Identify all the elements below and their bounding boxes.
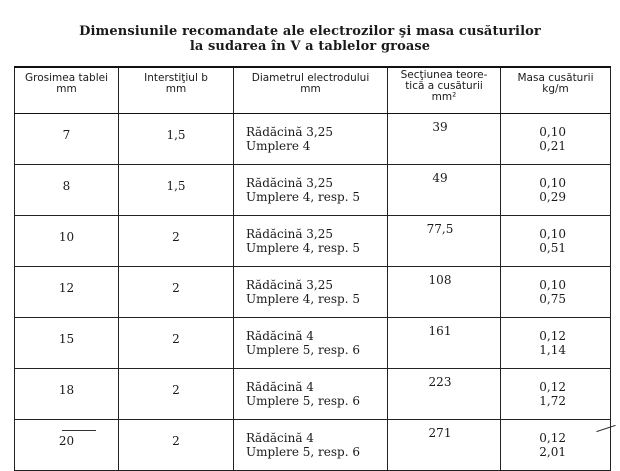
electrode-fill: Umplere 5, resp. 6 bbox=[246, 343, 360, 357]
cell-thickness: 10 bbox=[15, 216, 119, 267]
mass-fill: 0,29 bbox=[539, 190, 566, 204]
cell-section: 39 bbox=[388, 114, 501, 165]
table-row bbox=[15, 369, 611, 420]
electrode-root: Rădăcină 4 bbox=[246, 380, 314, 394]
header-row bbox=[15, 67, 611, 114]
mass-root: 0,12 bbox=[539, 431, 566, 445]
cell-electrode-diameter bbox=[234, 420, 388, 471]
cell-electrode-diameter bbox=[234, 216, 388, 267]
title-line-2: la sudarea în V a tablelor groase bbox=[189, 39, 431, 54]
cell-gap: 2 bbox=[119, 369, 234, 420]
mass-root: 0,10 bbox=[539, 278, 566, 292]
cell-mass bbox=[501, 420, 611, 471]
cell-gap: 2 bbox=[119, 267, 234, 318]
electrode-root: Rădăcină 4 bbox=[246, 329, 314, 343]
cell-section: 161 bbox=[388, 318, 501, 369]
cell-thickness: 15 bbox=[15, 318, 119, 369]
header-section: Secţiunea teore- tică a cusăturii mm² bbox=[388, 67, 501, 114]
cell-electrode-diameter bbox=[234, 267, 388, 318]
electrode-fill: Umplere 4, resp. 5 bbox=[246, 190, 360, 204]
header-electrode-diameter: Diametrul electrodului mm bbox=[234, 67, 388, 114]
cell-thickness: 12 bbox=[15, 267, 119, 318]
cell-gap: 1,5 bbox=[119, 165, 234, 216]
electrode-fill: Umplere 4, resp. 5 bbox=[246, 241, 360, 255]
cell-section: 271 bbox=[388, 420, 501, 471]
cell-gap: 2 bbox=[119, 420, 234, 471]
cell-section: 108 bbox=[388, 267, 501, 318]
cell-gap: 2 bbox=[119, 318, 234, 369]
title-line-1: Dimensiunile recomandate ale electrozilor şi masa cusăturilor bbox=[79, 24, 541, 39]
table-row bbox=[15, 420, 611, 471]
cell-mass bbox=[501, 216, 611, 267]
mass-fill: 0,21 bbox=[539, 139, 566, 153]
electrode-table bbox=[14, 66, 611, 471]
mass-fill: 1,72 bbox=[539, 394, 566, 408]
header-gap: Interstiţiul b mm bbox=[119, 67, 234, 114]
electrode-root: Rădăcină 3,25 bbox=[246, 125, 333, 139]
cell-mass bbox=[501, 267, 611, 318]
table-row bbox=[15, 318, 611, 369]
cell-electrode-diameter bbox=[234, 165, 388, 216]
electrode-root: Rădăcină 3,25 bbox=[246, 176, 333, 190]
mass-root: 0,12 bbox=[539, 380, 566, 394]
cell-electrode-diameter bbox=[234, 318, 388, 369]
cell-mass bbox=[501, 369, 611, 420]
cell-mass bbox=[501, 318, 611, 369]
electrode-fill: Umplere 4 bbox=[246, 139, 311, 153]
mass-fill: 0,51 bbox=[539, 241, 566, 255]
mass-root: 0,10 bbox=[539, 125, 566, 139]
footer-rule-left bbox=[62, 430, 96, 431]
cell-gap: 2 bbox=[119, 216, 234, 267]
header-thickness: Grosimea tablei mm bbox=[15, 67, 119, 114]
cell-section: 77,5 bbox=[388, 216, 501, 267]
electrode-root: Rădăcină 4 bbox=[246, 431, 314, 445]
table-row bbox=[15, 216, 611, 267]
electrode-root: Rădăcină 3,25 bbox=[246, 227, 333, 241]
electrode-fill: Umplere 5, resp. 6 bbox=[246, 445, 360, 459]
table-row bbox=[15, 267, 611, 318]
table-row bbox=[15, 165, 611, 216]
mass-root: 0,10 bbox=[539, 176, 566, 190]
mass-fill: 1,14 bbox=[539, 343, 566, 357]
mass-fill: 0,75 bbox=[539, 292, 566, 306]
cell-mass bbox=[501, 114, 611, 165]
mass-fill: 2,01 bbox=[539, 445, 566, 459]
cell-gap: 1,5 bbox=[119, 114, 234, 165]
table-title bbox=[0, 24, 620, 54]
mass-root: 0,12 bbox=[539, 329, 566, 343]
cell-thickness: 18 bbox=[15, 369, 119, 420]
cell-thickness: 7 bbox=[15, 114, 119, 165]
cell-electrode-diameter bbox=[234, 114, 388, 165]
header-mass: Masa cusăturii kg/m bbox=[501, 67, 611, 114]
mass-root: 0,10 bbox=[539, 227, 566, 241]
cell-section: 49 bbox=[388, 165, 501, 216]
electrode-fill: Umplere 5, resp. 6 bbox=[246, 394, 360, 408]
table-row bbox=[15, 114, 611, 165]
electrode-fill: Umplere 4, resp. 5 bbox=[246, 292, 360, 306]
cell-electrode-diameter bbox=[234, 369, 388, 420]
cell-thickness: 8 bbox=[15, 165, 119, 216]
electrode-root: Rădăcină 3,25 bbox=[246, 278, 333, 292]
cell-thickness: 20 bbox=[15, 420, 119, 471]
cell-section: 223 bbox=[388, 369, 501, 420]
cell-mass bbox=[501, 165, 611, 216]
